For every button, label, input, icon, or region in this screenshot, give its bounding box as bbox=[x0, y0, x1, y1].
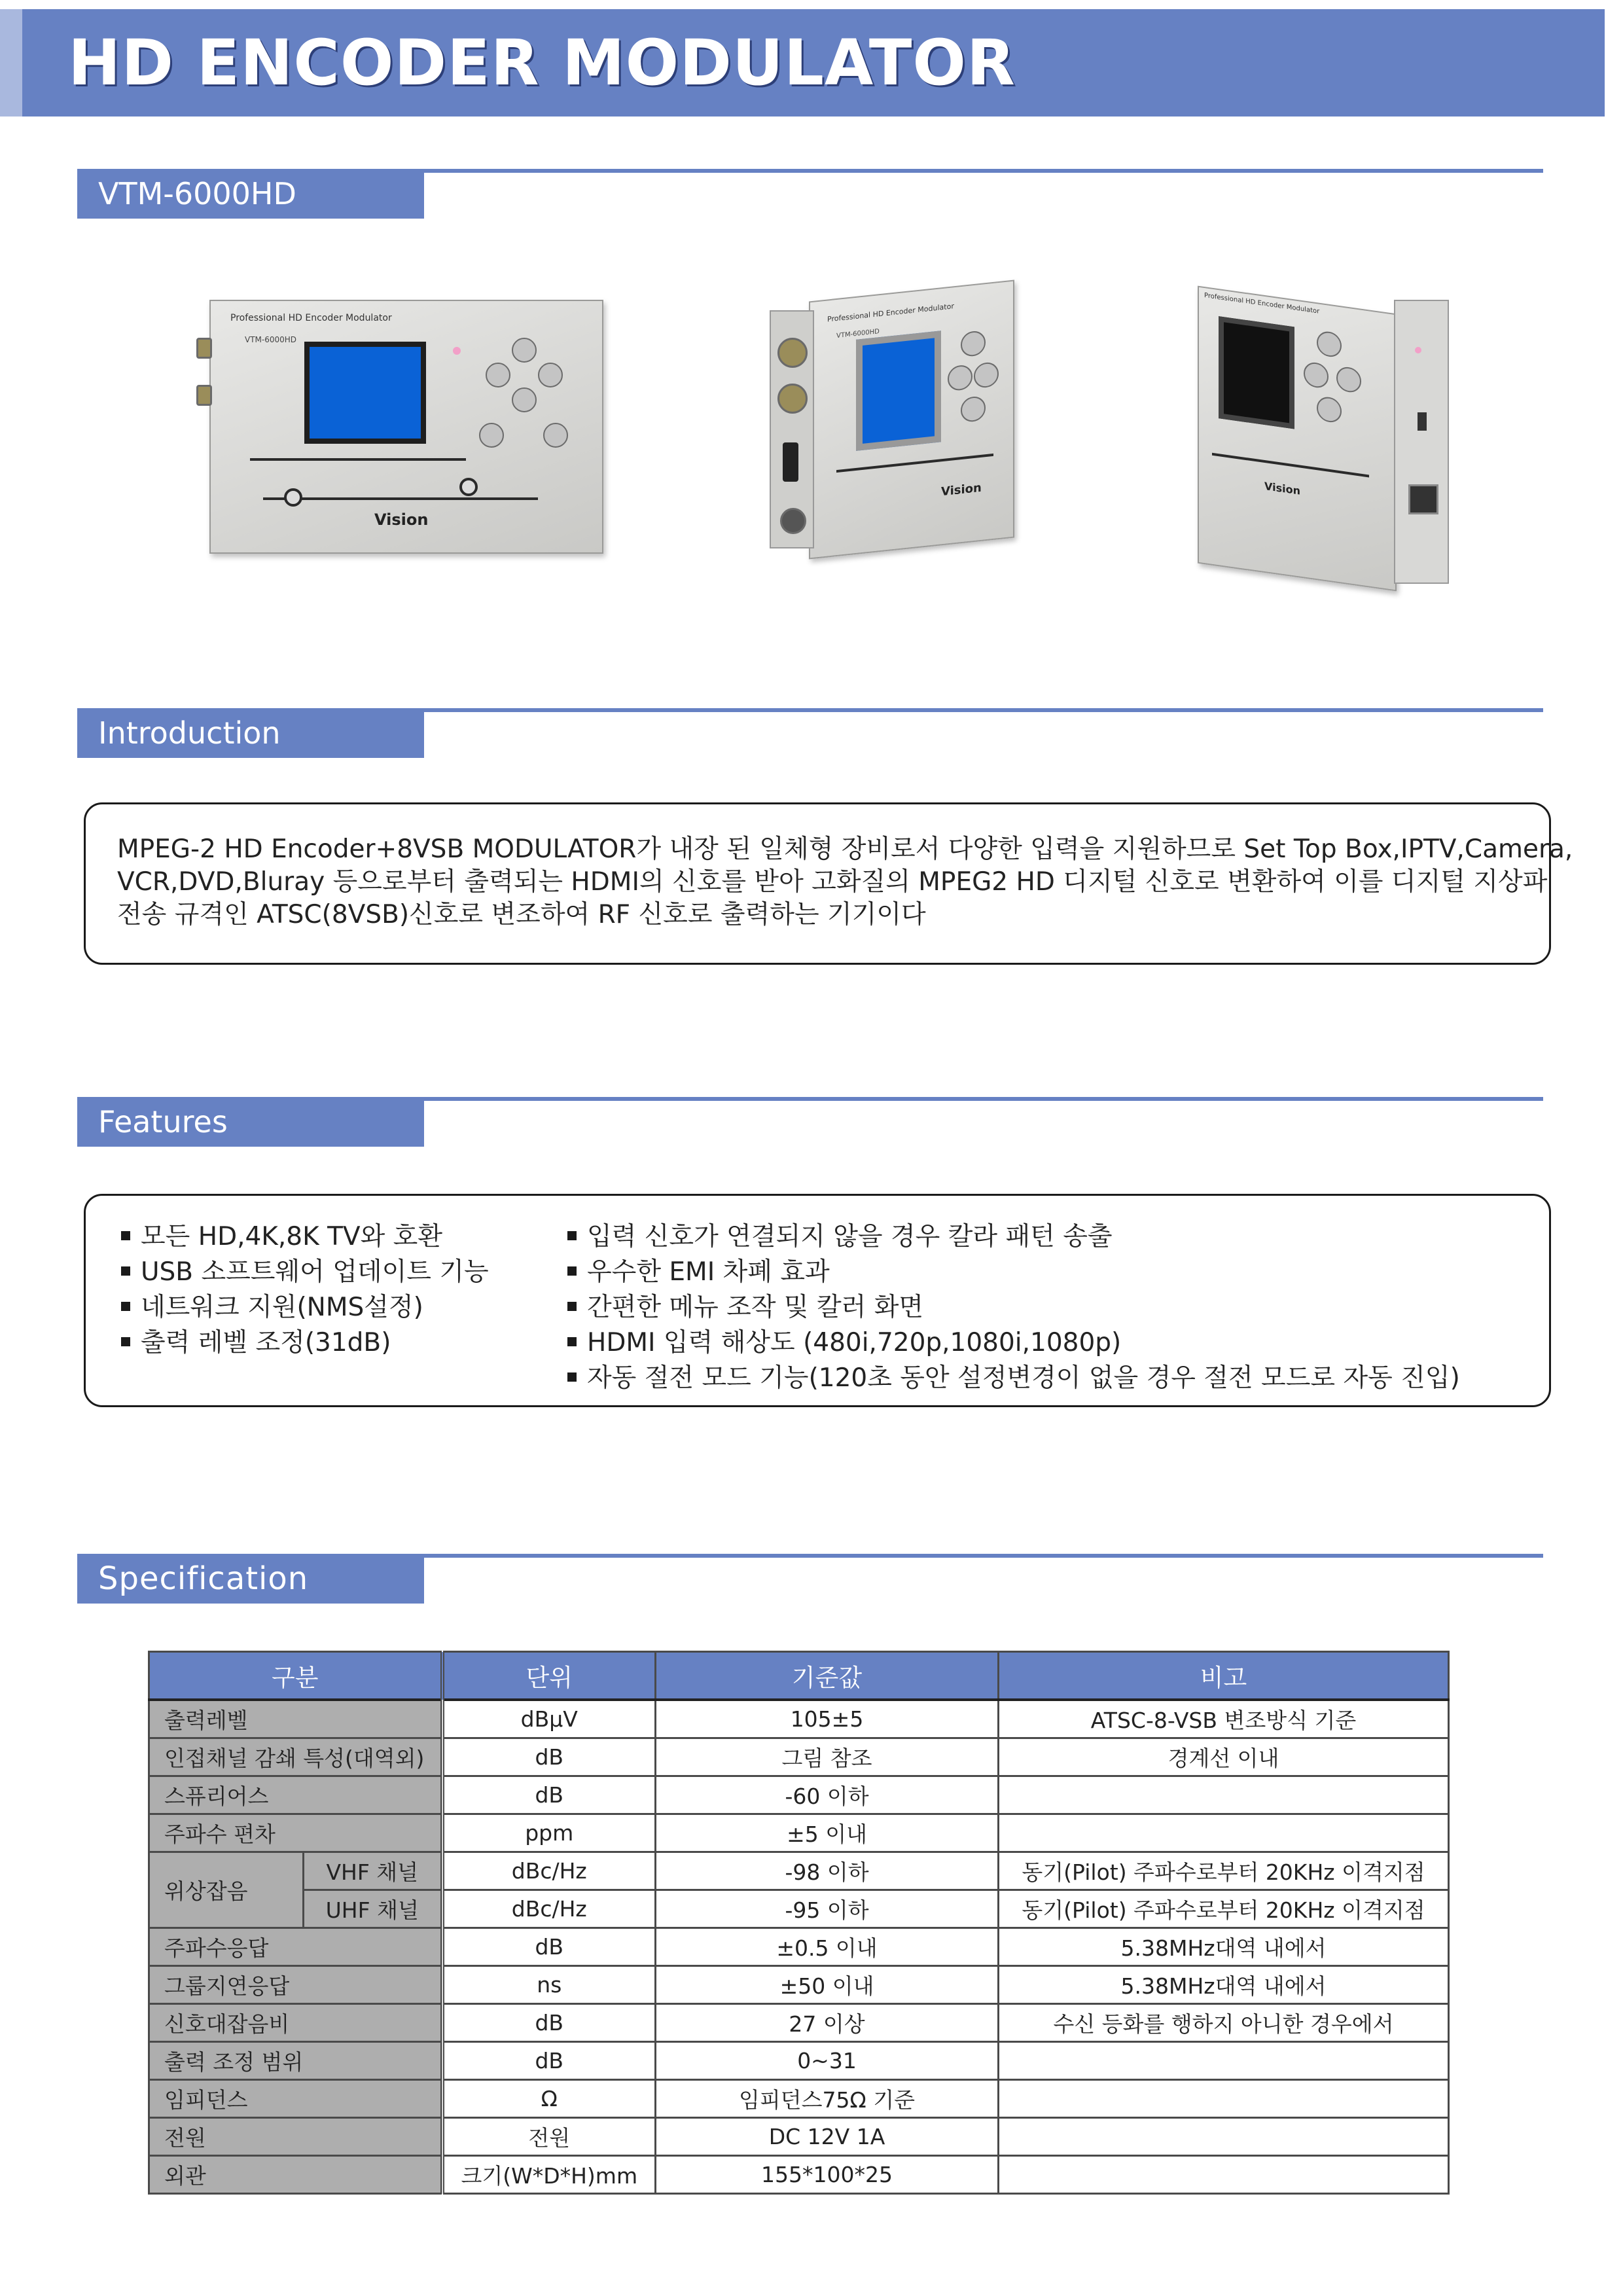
table-row bbox=[149, 2080, 1449, 2118]
spec-note bbox=[999, 2156, 1449, 2194]
spec-item: 출력레벨 bbox=[149, 1700, 442, 1738]
spec-subitem: UHF 채널 bbox=[304, 1890, 442, 1928]
section-label-specification: Specification bbox=[77, 1554, 424, 1604]
feature-item: 자동 절전 모드 기능(120초 동안 설정변경이 없을 경우 절전 모드로 자동 진입) bbox=[567, 1361, 1460, 1396]
spec-note bbox=[999, 1776, 1449, 1814]
spec-note: 경계선 이내 bbox=[999, 1738, 1449, 1776]
table-row bbox=[149, 2118, 1449, 2156]
circuit-trace bbox=[250, 458, 466, 461]
right-button-illustration bbox=[538, 363, 563, 387]
usb-port-illustration bbox=[1418, 412, 1427, 431]
spec-item: 전원 bbox=[149, 2118, 442, 2156]
introduction-text bbox=[117, 833, 1573, 931]
section-header-introduction bbox=[77, 708, 1543, 758]
header-note: 비고 bbox=[999, 1652, 1449, 1700]
bullet-icon bbox=[567, 1231, 577, 1240]
feature-item: 출력 레벨 조정(31dB) bbox=[121, 1325, 489, 1361]
spec-note bbox=[999, 2080, 1449, 2118]
spec-value: 155*100*25 bbox=[656, 2156, 999, 2194]
spec-value: 임피던스75Ω 기준 bbox=[656, 2080, 999, 2118]
hdmi-port-illustration bbox=[783, 442, 798, 482]
page-title: HD ENCODER MODULATOR bbox=[68, 26, 1016, 99]
spec-header-row bbox=[149, 1652, 1449, 1700]
spec-value: DC 12V 1A bbox=[656, 2118, 999, 2156]
button-illustration bbox=[948, 364, 972, 391]
bullet-icon bbox=[121, 1337, 130, 1346]
circuit-node bbox=[459, 478, 478, 496]
spec-note: 5.38MHz대역 내에서 bbox=[999, 1928, 1449, 1966]
button-illustration bbox=[961, 330, 986, 357]
table-row bbox=[149, 1966, 1449, 2004]
device-model-label: VTM-6000HD bbox=[245, 335, 297, 344]
title-bar-edge bbox=[0, 9, 22, 117]
feature-item: HDMI 입력 해상도 (480i,720p,1080i,1080p) bbox=[567, 1325, 1460, 1361]
power-led bbox=[1415, 347, 1421, 353]
feature-item: 우수한 EMI 차폐 효과 bbox=[567, 1255, 1460, 1290]
table-row bbox=[149, 2004, 1449, 2042]
section-rule bbox=[424, 1097, 1543, 1101]
section-label-introduction: Introduction bbox=[77, 708, 424, 758]
spec-value: ±5 이내 bbox=[656, 1814, 999, 1852]
table-row bbox=[149, 1814, 1449, 1852]
bullet-icon bbox=[121, 1231, 130, 1240]
spec-unit: Ω bbox=[442, 2080, 656, 2118]
spec-value: ±50 이내 bbox=[656, 1966, 999, 2004]
product-photo-angle bbox=[1198, 292, 1450, 583]
dc-port-illustration bbox=[780, 508, 806, 534]
spec-value: 27 이상 bbox=[656, 2004, 999, 2042]
spec-item: 스퓨리어스 bbox=[149, 1776, 442, 1814]
header-category: 구분 bbox=[149, 1652, 442, 1700]
spec-note bbox=[999, 1814, 1449, 1852]
spec-item: 주파수응답 bbox=[149, 1928, 442, 1966]
circuit-trace bbox=[836, 454, 993, 473]
intro-line: 전송 규격인 ATSC(8VSB)신호로 변조하여 RF 신호로 출력하는 기기이다 bbox=[117, 900, 926, 929]
circuit-node bbox=[284, 488, 302, 507]
spec-subitem: VHF 채널 bbox=[304, 1852, 442, 1890]
bullet-icon bbox=[567, 1266, 577, 1276]
table-row bbox=[149, 1890, 1449, 1928]
spec-item: 외관 bbox=[149, 2156, 442, 2194]
set-button-illustration bbox=[543, 423, 568, 448]
spec-note: 5.38MHz대역 내에서 bbox=[999, 1966, 1449, 2004]
spec-item: 그룹지연응답 bbox=[149, 1966, 442, 2004]
ethernet-port-illustration bbox=[1408, 484, 1438, 514]
spec-unit: dBc/Hz bbox=[442, 1852, 656, 1890]
spec-note bbox=[999, 2042, 1449, 2080]
spec-note bbox=[999, 2118, 1449, 2156]
button-illustration bbox=[1317, 395, 1342, 423]
brand-logo: Vision bbox=[374, 511, 429, 529]
brand-logo: Vision bbox=[941, 480, 982, 499]
header-value: 기준값 bbox=[656, 1652, 999, 1700]
device-panel-title: Professional HD Encoder Modulator bbox=[1204, 292, 1320, 315]
button-illustration bbox=[1304, 361, 1329, 389]
product-photo-side bbox=[770, 291, 1018, 550]
spec-unit: ns bbox=[442, 1966, 656, 2004]
table-row bbox=[149, 1928, 1449, 1966]
spec-unit: dBμV bbox=[442, 1700, 656, 1738]
spec-value: -60 이하 bbox=[656, 1776, 999, 1814]
table-row bbox=[149, 1738, 1449, 1776]
section-label-features: Features bbox=[77, 1097, 424, 1147]
section-rule bbox=[424, 169, 1543, 173]
spec-unit: dB bbox=[442, 1776, 656, 1814]
spec-item: 인접채널 감쇄 특성(대역외) bbox=[149, 1738, 442, 1776]
section-header-model bbox=[77, 169, 1543, 219]
spec-value: 0~31 bbox=[656, 2042, 999, 2080]
device-screen bbox=[856, 331, 941, 451]
table-row bbox=[149, 1852, 1449, 1890]
spec-unit: dBc/Hz bbox=[442, 1890, 656, 1928]
spec-note: ATSC-8-VSB 변조방식 기준 bbox=[999, 1700, 1449, 1738]
spec-value: -95 이하 bbox=[656, 1890, 999, 1928]
features-right-list bbox=[567, 1219, 1460, 1396]
section-header-specification bbox=[77, 1554, 1543, 1604]
up-button-illustration bbox=[512, 338, 537, 363]
brand-logo: Vision bbox=[1264, 479, 1300, 497]
rf-port-illustration bbox=[777, 338, 808, 368]
title-bar bbox=[0, 9, 1605, 117]
section-rule bbox=[424, 708, 1543, 712]
spec-table bbox=[148, 1651, 1450, 2195]
bullet-icon bbox=[121, 1266, 130, 1276]
device-screen bbox=[304, 342, 426, 444]
circuit-trace bbox=[1212, 453, 1369, 478]
table-row bbox=[149, 2042, 1449, 2080]
spec-item: 출력 조정 범위 bbox=[149, 2042, 442, 2080]
spec-unit: ppm bbox=[442, 1814, 656, 1852]
device-side-panel bbox=[1394, 300, 1449, 584]
spec-value: 그림 참조 bbox=[656, 1738, 999, 1776]
table-row bbox=[149, 1700, 1449, 1738]
spec-item: 임피던스 bbox=[149, 2080, 442, 2118]
feature-item: 모든 HD,4K,8K TV와 호환 bbox=[121, 1219, 489, 1255]
rf-port-illustration bbox=[196, 338, 212, 359]
device-model-label: VTM-6000HD bbox=[836, 328, 880, 340]
device-body bbox=[209, 300, 603, 554]
circuit-trace bbox=[263, 497, 538, 500]
intro-line: MPEG-2 HD Encoder+8VSB MODULATOR가 내장 된 일체형 장비로서 다양한 입력을 지원하므로 Set Top Box,IPTV,Camera, bbox=[117, 834, 1573, 864]
features-left-list bbox=[121, 1219, 489, 1361]
device-panel-title: Professional HD Encoder Modulator bbox=[230, 313, 392, 323]
rf-port-illustration bbox=[777, 384, 808, 414]
button-illustration bbox=[961, 395, 986, 423]
spec-value: -98 이하 bbox=[656, 1852, 999, 1890]
section-label-model: VTM-6000HD bbox=[77, 169, 424, 219]
spec-item: 주파수 편차 bbox=[149, 1814, 442, 1852]
bullet-icon bbox=[121, 1302, 130, 1311]
esc-button-illustration bbox=[479, 423, 504, 448]
spec-value: 105±5 bbox=[656, 1700, 999, 1738]
introduction-box bbox=[84, 802, 1573, 965]
features-box bbox=[84, 1194, 1551, 1407]
spec-note: 동기(Pilot) 주파수로부터 20KHz 이격지점 bbox=[999, 1890, 1449, 1928]
feature-item: 네트워크 지원(NMS설정) bbox=[121, 1290, 489, 1325]
button-illustration bbox=[1336, 365, 1361, 393]
bullet-icon bbox=[567, 1302, 577, 1311]
feature-item: 입력 신호가 연결되지 않을 경우 칼라 패턴 송출 bbox=[567, 1219, 1460, 1255]
spec-unit: dB bbox=[442, 2042, 656, 2080]
spec-value: ±0.5 이내 bbox=[656, 1928, 999, 1966]
device-body bbox=[809, 279, 1014, 559]
left-button-illustration bbox=[486, 363, 510, 387]
device-screen bbox=[1219, 316, 1294, 429]
feature-item: 간편한 메뉴 조작 및 칼러 화면 bbox=[567, 1290, 1460, 1325]
button-illustration bbox=[974, 361, 999, 389]
spec-item: 신호대잡음비 bbox=[149, 2004, 442, 2042]
spec-note: 동기(Pilot) 주파수로부터 20KHz 이격지점 bbox=[999, 1852, 1449, 1890]
section-header-features bbox=[77, 1097, 1543, 1147]
spec-unit: dB bbox=[442, 1928, 656, 1966]
spec-unit: dB bbox=[442, 2004, 656, 2042]
down-button-illustration bbox=[512, 387, 537, 412]
table-row bbox=[149, 2156, 1449, 2194]
intro-line: VCR,DVD,Bluray 등으로부터 출력되는 HDMI의 신호를 받아 고화질의 MPEG2 HD 디지털 신호로 변환하여 이를 디지털 지상파 bbox=[117, 867, 1548, 897]
rf-port-illustration bbox=[196, 385, 212, 406]
feature-item: USB 소프트웨어 업데이트 기능 bbox=[121, 1255, 489, 1290]
bullet-icon bbox=[567, 1337, 577, 1346]
spec-unit: 크기(W*D*H)mm bbox=[442, 2156, 656, 2194]
button-illustration bbox=[1317, 330, 1342, 358]
device-panel-title: Professional HD Encoder Modulator bbox=[827, 302, 954, 324]
spec-note: 수신 등화를 행하지 아니한 경우에서 bbox=[999, 2004, 1449, 2042]
section-rule bbox=[424, 1554, 1543, 1558]
spec-unit: 전원 bbox=[442, 2118, 656, 2156]
spec-unit: dB bbox=[442, 1738, 656, 1776]
device-body bbox=[1198, 286, 1397, 592]
header-unit: 단위 bbox=[442, 1652, 656, 1700]
power-led bbox=[453, 347, 461, 355]
spec-item: 위상잡음 bbox=[149, 1852, 304, 1928]
product-photo-front bbox=[196, 300, 602, 552]
table-row bbox=[149, 1776, 1449, 1814]
device-side-panel bbox=[770, 310, 814, 548]
bullet-icon bbox=[567, 1372, 577, 1382]
